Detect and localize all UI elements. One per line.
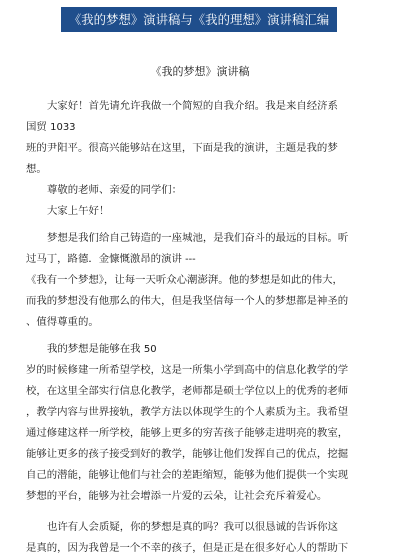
text-line: 也许有人会质疑，你的梦想是真的吗？我可以很恳诚的告诉你这 — [47, 521, 338, 533]
dream-paragraph — [26, 228, 378, 333]
text-line: 大家好！首先请允许我做一个简短的自我介绍。我是来自经济系 — [47, 100, 338, 112]
text-line — [26, 339, 378, 360]
text-span: 国贸 — [26, 121, 51, 133]
closing-paragraph — [26, 517, 378, 559]
intro-paragraph — [26, 96, 378, 180]
text-line: 校，在这里全部实行信息化教学，老师都是硕士学位以上的优秀的老师 — [26, 385, 349, 397]
text-line: 岁的时候修建一所希望学校，这是一所集小学到高中的信息化教学的学 — [26, 364, 349, 376]
text-line: 梦想是我们给自己铸造的一座城池，是我们奋斗的最远的目标。听 — [47, 232, 349, 244]
class-number: 1033 — [50, 122, 76, 133]
text-line: 而我的梦想没有他那么的伟大，但是我坚信每一个人的梦想都是神圣的 — [26, 295, 349, 307]
text-line: 想。 — [26, 163, 47, 175]
document-banner: 《我的梦想》演讲稿与《我的理想》演讲稿汇编 — [61, 7, 337, 32]
greeting-paragraph — [26, 180, 378, 201]
text-line: 、值得尊重的。 — [26, 316, 99, 328]
text-line: 《我有一个梦想》，让每一天听众心潮澎湃。他的梦想是如此的伟大， — [26, 274, 343, 286]
text-line: 能够让更多的孩子接受到好的教学，能够让他们发挥自己的优点，挖掘 — [26, 448, 349, 460]
text-line: 自己的潜能，能够让他们与社会的差距缩短，能够为他们提供一个实现 — [26, 469, 349, 481]
age-number: 50 — [143, 344, 157, 355]
text-line: 大家上午好！ — [47, 205, 110, 217]
text-line — [26, 117, 378, 138]
greeting-line — [26, 201, 378, 222]
text-line: 梦想的平台，能够为社会增添一片爱的云朵，让社会充斥着爱心。 — [26, 490, 328, 502]
text-span: 我的梦想是能够在我 — [47, 343, 144, 355]
text-line: 通过修建这样一所学校，能够上更多的穷苦孩子能够走进明亮的教室， — [26, 427, 349, 439]
text-line: 过马丁，路德．金慷慨激昂的演讲 --- — [26, 253, 196, 265]
text-line: ，教学内容与世界接轨，教学方法以体现学生的个人素质为主。我希望 — [26, 406, 349, 418]
text-line: 班的尹阳平。很高兴能够站在这里，下面是我的演讲，主题是我的梦 — [26, 142, 338, 154]
text-line: 尊敬的老师、亲爱的同学们： — [47, 184, 183, 196]
document-title: 《我的梦想》演讲稿 — [150, 65, 250, 78]
text-line: 是真的，因为我曾是一个不幸的孩子，但是正是在很多好心人的帮助下 — [26, 542, 349, 554]
school-paragraph — [26, 339, 378, 507]
